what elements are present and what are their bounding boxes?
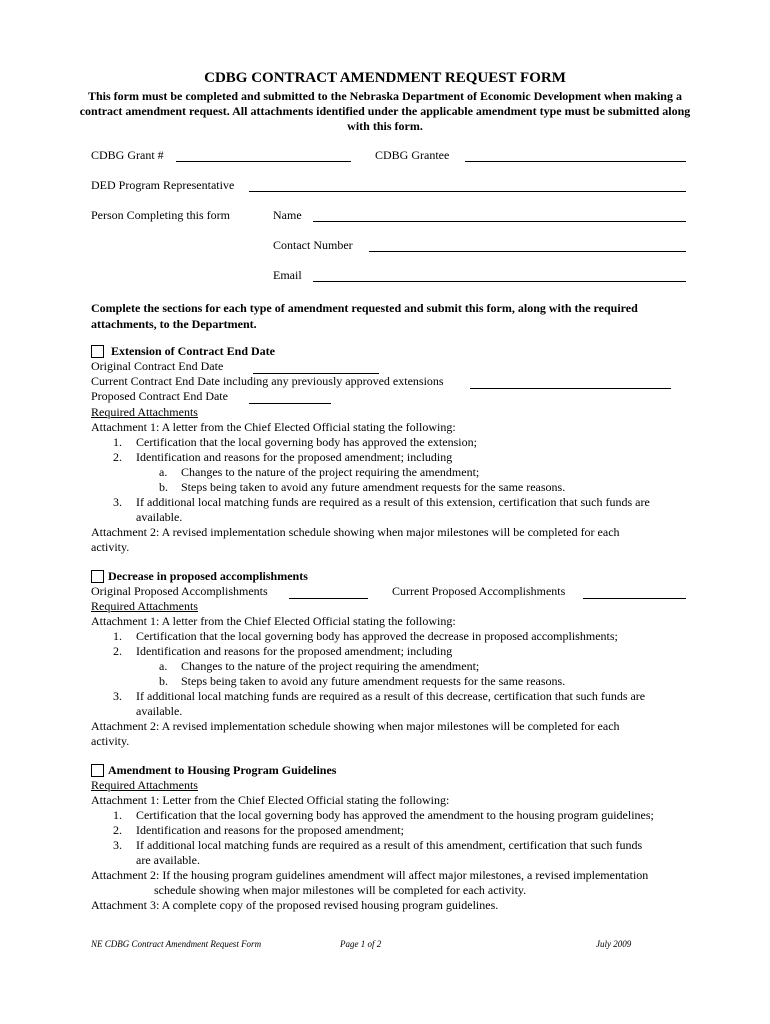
- grantee-underline: [465, 161, 686, 162]
- ext-att1: Attachment 1: A letter from the Chief Elected Official stating the following:: [91, 420, 456, 434]
- dec-num3: 3.: [113, 689, 122, 703]
- ext-required-attachments: Required Attachments: [91, 405, 198, 419]
- ded-rep-label: DED Program Representative: [91, 178, 235, 192]
- ext-item1: Certification that the local governing body has approved the extension;: [136, 435, 477, 449]
- email-label: Email: [273, 268, 302, 282]
- contact-number-field[interactable]: [369, 237, 686, 251]
- housing-att3: Attachment 3: A complete copy of the proposed revised housing program guidelines.: [91, 898, 499, 912]
- ext-proposed-date-field[interactable]: [249, 389, 331, 403]
- ded-rep-field[interactable]: [249, 177, 686, 191]
- housing-item3a: If additional local matching funds are required as a result of this amendment, certification that such funds: [136, 838, 643, 852]
- dec-item-b: Steps being taken to avoid any future amendment requests for the same reasons.: [181, 674, 566, 688]
- email-field[interactable]: [313, 267, 686, 281]
- contact-underline: [369, 251, 686, 252]
- ded-rep-underline: [249, 191, 686, 192]
- ext-item-b: Steps being taken to avoid any future amendment requests for the same reasons.: [181, 480, 566, 494]
- ext-item3b: available.: [136, 510, 183, 524]
- dec-att2a: Attachment 2: A revised implementation schedule showing when major milestones will be completed for each: [91, 719, 620, 733]
- grantee-label: CDBG Grantee: [375, 148, 450, 162]
- housing-checkbox[interactable]: [91, 764, 104, 777]
- housing-item1: Certification that the local governing body has approved the amendment to the housing program guidelines;: [136, 808, 654, 822]
- dec-num1: 1.: [113, 629, 122, 643]
- dec-letter-b: b.: [159, 674, 168, 688]
- footer-form-name: NE CDBG Contract Amendment Request Form: [91, 939, 262, 949]
- name-field[interactable]: [313, 207, 686, 221]
- dec-att2b: activity.: [91, 734, 130, 748]
- dec-att1: Attachment 1: A letter from the Chief Elected Official stating the following:: [91, 614, 456, 628]
- ext-item2: Identification and reasons for the proposed amendment; including: [136, 450, 453, 464]
- housing-att2b: schedule showing when major milestones will be completed for each activity.: [154, 883, 527, 897]
- ext-num3: 3.: [113, 495, 122, 509]
- dec-item1: Certification that the local governing body has approved the decrease in proposed accomplishments;: [136, 629, 618, 643]
- decrease-heading: Decrease in proposed accomplishments: [108, 569, 308, 583]
- housing-num1: 1.: [113, 808, 122, 822]
- footer-date: July 2009: [596, 939, 632, 949]
- extension-checkbox[interactable]: [91, 345, 104, 358]
- dec-current-label: Current Proposed Accomplishments: [392, 584, 566, 598]
- dec-required-attachments: Required Attachments: [91, 599, 198, 613]
- dec-current-field[interactable]: [583, 584, 686, 598]
- ext-letter-a: a.: [159, 465, 168, 479]
- ext-num2: 2.: [113, 450, 122, 464]
- email-underline: [313, 281, 686, 282]
- ext-proposed-underline: [249, 403, 331, 404]
- ext-att2b: activity.: [91, 540, 130, 554]
- housing-att2a: Attachment 2: If the housing program guidelines amendment will affect major milestones, a revised implementation: [91, 868, 649, 882]
- ext-item-a: Changes to the nature of the project requiring the amendment;: [181, 465, 480, 479]
- ext-current-date-field[interactable]: [470, 374, 671, 388]
- ext-att2a: Attachment 2: A revised implementation schedule showing when major milestones will be completed for each: [91, 525, 620, 539]
- dec-item3b: available.: [136, 704, 183, 718]
- dec-item2: Identification and reasons for the proposed amendment; including: [136, 644, 453, 658]
- contact-label: Contact Number: [273, 238, 353, 252]
- grant-label: CDBG Grant #: [91, 148, 164, 162]
- housing-num2: 2.: [113, 823, 122, 837]
- form-title: CDBG CONTRACT AMENDMENT REQUEST FORM: [204, 70, 566, 86]
- dec-original-label: Original Proposed Accomplishments: [91, 584, 268, 598]
- housing-item2: Identification and reasons for the proposed amendment;: [136, 823, 404, 837]
- name-underline: [313, 221, 686, 222]
- decrease-checkbox[interactable]: [91, 570, 104, 583]
- dec-item3a: If additional local matching funds are required as a result of this decrease, certification that such funds are: [136, 689, 646, 703]
- footer-page-number: Page 1 of 2: [340, 939, 382, 949]
- grantee-field[interactable]: [465, 147, 686, 161]
- ext-original-label: Original Contract End Date: [91, 359, 224, 373]
- name-label: Name: [273, 208, 302, 222]
- dec-item-a: Changes to the nature of the project requiring the amendment;: [181, 659, 480, 673]
- housing-att1: Attachment 1: Letter from the Chief Elected Official stating the following:: [91, 793, 450, 807]
- ext-current-underline: [470, 388, 671, 389]
- dec-current-underline: [583, 598, 686, 599]
- housing-item3b: are available.: [136, 853, 200, 867]
- dec-original-underline: [289, 598, 368, 599]
- ext-item3a: If additional local matching funds are required as a result of this extension, certification that such funds are: [136, 495, 650, 509]
- ext-proposed-label: Proposed Contract End Date: [91, 389, 228, 403]
- dec-original-field[interactable]: [289, 584, 368, 598]
- instructions: Complete the sections for each type of amendment requested and submit this form, along with the required attachments, to the Department.: [91, 301, 638, 331]
- grant-number-field[interactable]: [176, 147, 351, 161]
- form-intro: This form must be completed and submitted to the Nebraska Department of Economic Development when making a contract amendment request. All attachments identified under the applicable amendment type must be submitted along with this form.: [79, 89, 691, 133]
- housing-required-attachments: Required Attachments: [91, 778, 198, 792]
- dec-num2: 2.: [113, 644, 122, 658]
- extension-heading: Extension of Contract End Date: [111, 344, 275, 358]
- grant-underline: [176, 161, 351, 162]
- housing-num3: 3.: [113, 838, 122, 852]
- ext-current-label: Current Contract End Date including any previously approved extensions: [91, 374, 444, 388]
- ext-letter-b: b.: [159, 480, 168, 494]
- ext-num1: 1.: [113, 435, 122, 449]
- ext-original-date-field[interactable]: [253, 359, 379, 373]
- person-label: Person Completing this form: [91, 208, 230, 222]
- housing-heading: Amendment to Housing Program Guidelines: [108, 763, 337, 777]
- dec-letter-a: a.: [159, 659, 168, 673]
